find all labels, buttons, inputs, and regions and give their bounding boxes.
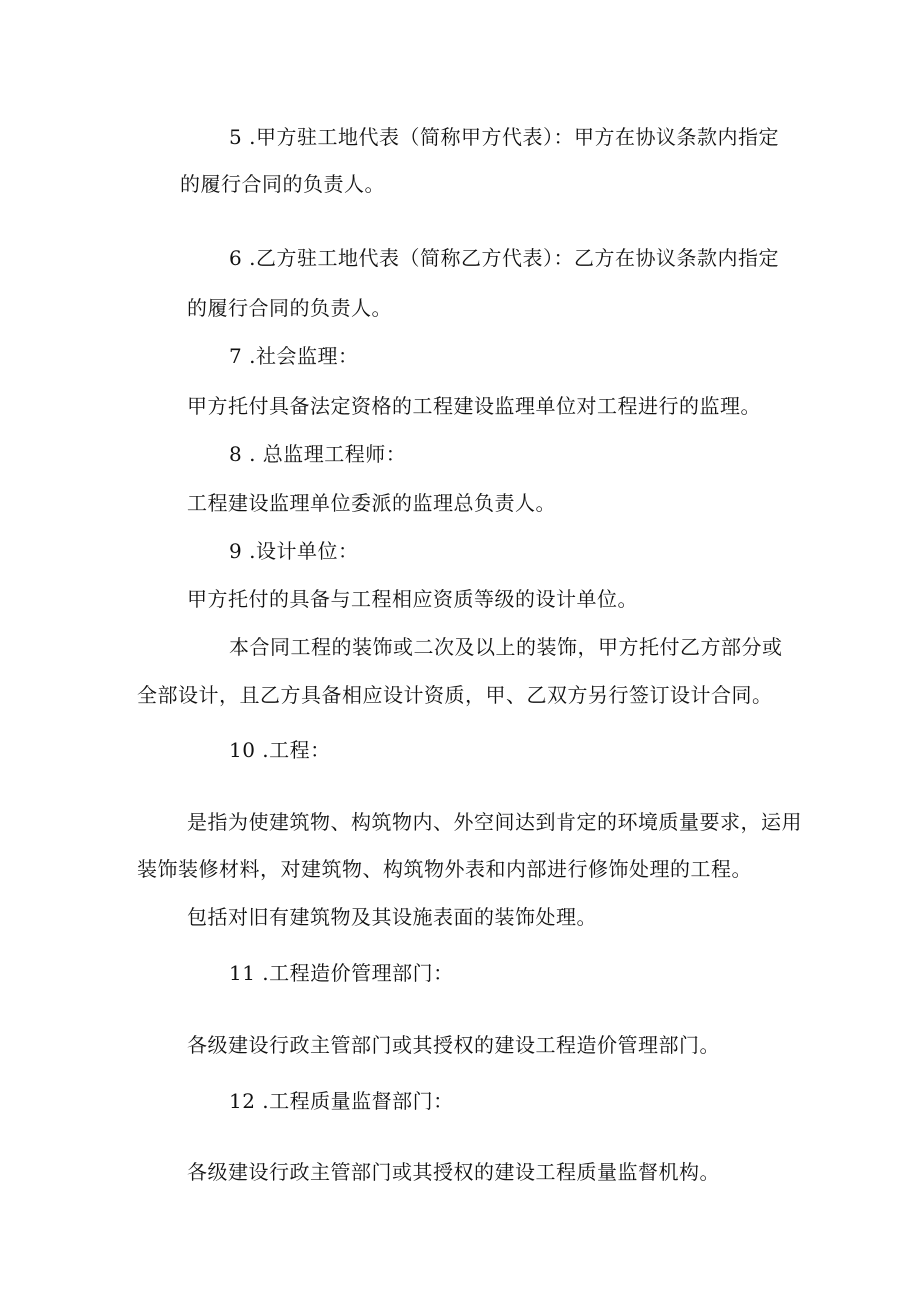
clause-9-body: 甲方托付的具备与工程相应资质等级的设计单位。 [187, 587, 638, 611]
clause-6-continuation: 的履行合同的负责人。 [187, 296, 392, 320]
clause-9-paragraph-line2: 全部设计，且乙方具备相应设计资质，甲、乙双方另行签订设计合同。 [137, 683, 773, 707]
clause-8-body: 工程建设监理单位委派的监理总负责人。 [187, 491, 556, 515]
clause-9-paragraph-line1: 本合同工程的装饰或二次及以上的装饰，甲方托付乙方部分或 [229, 635, 783, 659]
clause-10-body-line2: 装饰装修材料，对建筑物、构筑物外表和内部进行修饰处理的工程。 [137, 857, 752, 881]
clause-6-heading: 6 .乙方驻工地代表（简称乙方代表）：乙方在协议条款内指定 [229, 246, 779, 270]
clause-5-heading: 5 .甲方驻工地代表（简称甲方代表）：甲方在协议条款内指定 [229, 125, 779, 149]
clause-11-heading: 11 .工程造价管理部门： [229, 961, 454, 985]
clause-10-body-line1: 是指为使建筑物、构筑物内、外空间达到肯定的环境质量要求，运用 [187, 810, 802, 834]
clause-12-heading: 12 .工程质量监督部门： [229, 1089, 454, 1113]
clause-8-heading: 8 . 总监理工程师： [229, 442, 407, 466]
clause-10-heading: 10 .工程： [229, 738, 331, 762]
clause-12-body: 各级建设行政主管部门或其授权的建设工程质量监督机构。 [187, 1160, 720, 1184]
clause-7-body: 甲方托付具备法定资格的工程建设监理单位对工程进行的监理。 [187, 394, 761, 418]
clause-11-body: 各级建设行政主管部门或其授权的建设工程造价管理部门。 [187, 1033, 720, 1057]
clause-10-body-line3: 包括对旧有建筑物及其设施表面的装饰处理。 [187, 905, 597, 929]
clause-9-heading: 9 .设计单位： [229, 539, 359, 563]
clause-5-continuation: 的履行合同的负责人。 [180, 172, 385, 196]
clause-7-heading: 7 .社会监理： [229, 344, 359, 368]
